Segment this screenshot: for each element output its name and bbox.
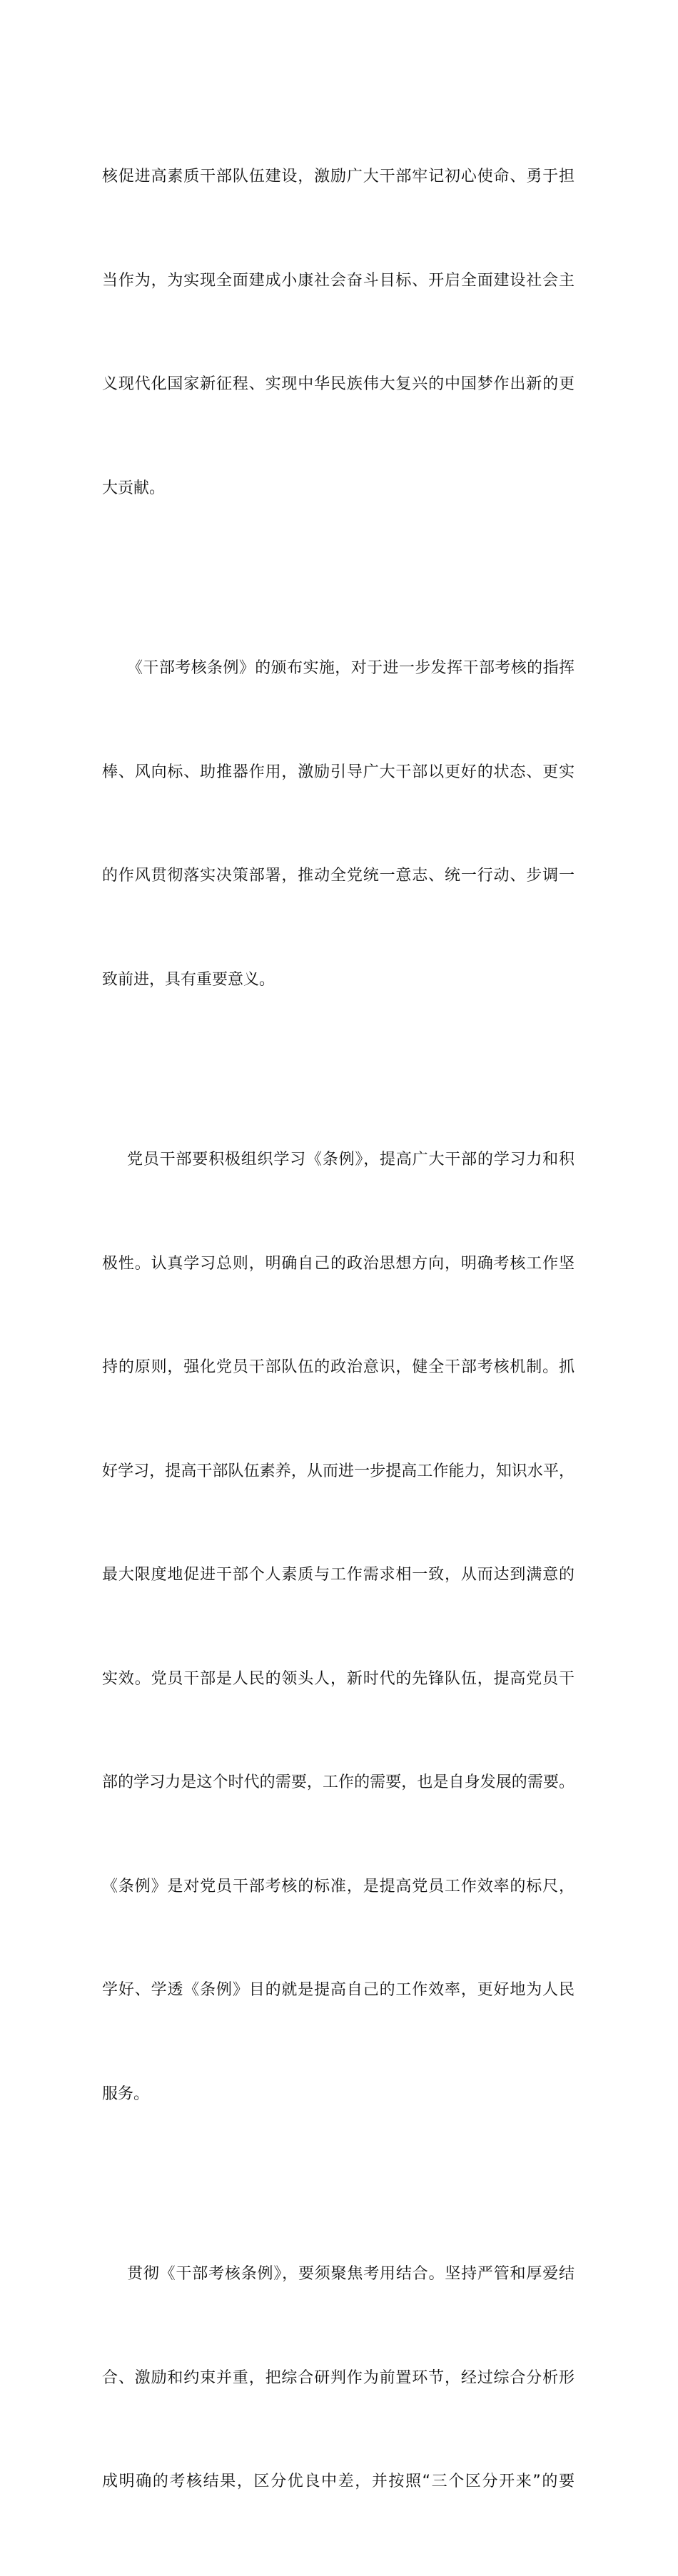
paragraph-line: 的作风贯彻落实决策部署，推动全党统一意志、统一行动、步调一	[102, 867, 575, 885]
paragraph-line: 义现代化国家新征程、实现中华民族伟大复兴的中国梦作出新的更	[102, 375, 575, 393]
paragraph-1	[102, 91, 575, 575]
paragraph-line: 极性。认真学习总则，明确自己的政治思想方向，明确考核工作坚	[102, 1254, 575, 1273]
paragraph-line: 服务。	[102, 2084, 150, 2103]
paragraph-line: 棒、风向标、助推器作用，激励引导广大干部以更好的状态、更实	[102, 763, 575, 781]
paragraph-line: 致前进，具有重要意义。	[102, 970, 275, 989]
paragraph-line: 当作为，为实现全面建成小康社会奋斗目标、开启全面建设社会主	[102, 271, 575, 290]
paragraph-line: 学好、学透《条例》目的就是提高自己的工作效率，更好地为人民	[102, 1981, 575, 1999]
paragraph-line: 《干部考核条例》的颁布实施，对于进一步发挥干部考核的指挥	[127, 659, 575, 677]
paragraph-line: 好学习，提高干部队伍素养，从而进一步提高工作能力，知识水平，	[102, 1462, 575, 1480]
paragraph-line: 合、激励和约束并重，把综合研判作为前置环节，经过综合分析形	[102, 2368, 575, 2387]
paragraph-line: 核促进高素质干部队伍建设，激励广大干部牢记初心使命、勇于担	[102, 168, 575, 185]
paragraph-line: 大贡献。	[102, 479, 166, 497]
paragraph-line: 实效。党员干部是人民的领头人，新时代的先锋队伍，提高党员干	[102, 1669, 575, 1688]
paragraph-4	[102, 2188, 575, 2569]
paragraph-line: 贯彻《干部考核条例》，要须聚焦考用结合。坚持严管和厚爱结	[127, 2265, 575, 2283]
paragraph-2	[102, 582, 575, 1066]
paragraph-line: 部的学习力是这个时代的需要，工作的需要，也是自身发展的需要。	[102, 1773, 575, 1791]
paragraph-3	[102, 1074, 575, 2181]
paragraph-line: 持的原则，强化党员干部队伍的政治意识，健全干部考核机制。抓	[102, 1358, 575, 1376]
document-body	[102, 91, 575, 2576]
paragraph-line: 党员干部要积极组织学习《条例》，提高广大干部的学习力和积	[127, 1151, 575, 1169]
paragraph-line: 最大限度地促进干部个人素质与工作需求相一致，从而达到满意的	[102, 1566, 575, 1584]
paragraph-line: 成明确的考核结果，区分优良中差，并按照“三个区分开来”的要	[102, 2473, 575, 2490]
paragraph-line: 《条例》是对党员干部考核的标准，是提高党员工作效率的标尺，	[102, 1877, 575, 1895]
